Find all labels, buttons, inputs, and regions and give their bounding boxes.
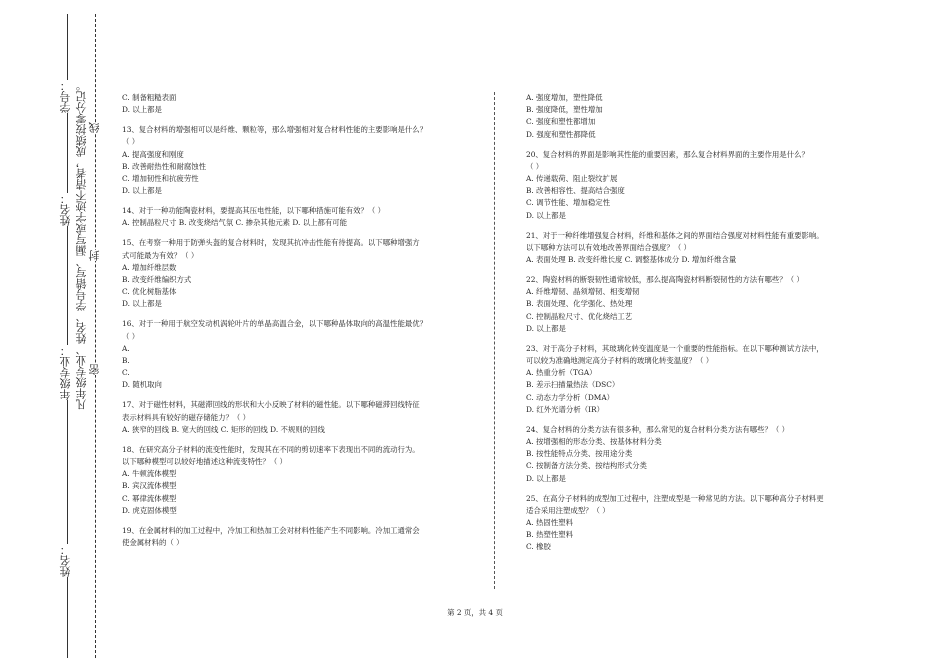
answer-option: C. 制备粗糙表面 bbox=[122, 93, 177, 102]
answer-option: D. 以上都是 bbox=[122, 299, 162, 309]
seal-mi: 密 bbox=[88, 364, 101, 375]
answer-option: D. 虎克固体模型 bbox=[122, 505, 177, 515]
answer-option: C. 幂律流体模型 bbox=[122, 493, 177, 503]
question-block bbox=[526, 230, 871, 267]
question-stem: 可以较为准确地测定高分子材料的玻璃化转变温度？（ ） bbox=[526, 356, 714, 366]
question-stem: 15、在考察一种用于防弹头盔的复合材料时，发现其抗冲击性能有待提高。以下哪种增强方 bbox=[122, 238, 420, 248]
column-divider bbox=[494, 92, 495, 589]
answer-option: A. 表面处理 B. 改变纤维长度 C. 调整基体成分 D. 增加纤维含量 bbox=[526, 255, 737, 265]
answer-option: D. 以上都是 bbox=[122, 105, 162, 115]
question-stem: 17、对于磁性材料，其磁滞回线的形状和大小反映了材料的磁性能。以下哪种磁滞回线特征 bbox=[122, 400, 420, 410]
binding-margin bbox=[0, 0, 110, 672]
question-stem: 20、复合材料的界面是影响其性能的重要因素，那么复合材料界面的主要作用是什么？ bbox=[526, 149, 809, 159]
question-stem: 13、复合材料的增强相可以是纤维、颗粒等，那么增强相对复合材料性能的主要影响是什么？ bbox=[122, 125, 428, 135]
seal-feng: 封 bbox=[88, 250, 101, 261]
question-stem: 21、对于一种纤维增强复合材料，纤维和基体之间的界面结合强度对材料性能有重要影响。 bbox=[526, 230, 824, 240]
answer-option: A. 按增强相的形态分类、按基体材料分类 bbox=[526, 437, 662, 447]
answer-option: C. 按制备方法分类、按结构形式分类 bbox=[526, 461, 647, 471]
answer-option: B. 强度降低，塑性增加 bbox=[526, 105, 603, 115]
question-stem: 24、复合材料的分类方法有很多种，那么常见的复合材料分类方法有哪些？（ ） bbox=[526, 424, 790, 434]
question-stem: 14、对于一种功能陶瓷材料，要提高其压电性能，以下哪种措施可能有效？（ ） bbox=[122, 206, 386, 216]
question-stem: （ ） bbox=[122, 137, 140, 147]
answer-option: C. 控制晶粒尺寸、优化烧结工艺 bbox=[526, 311, 633, 321]
question-block bbox=[526, 343, 871, 416]
answer-option: B. 改变纤维编织方式 bbox=[122, 275, 192, 285]
question-stem: 使金属材料的（ ） bbox=[122, 538, 184, 548]
question-block bbox=[122, 92, 467, 116]
major-label: 年级专业： bbox=[59, 345, 72, 400]
question-block bbox=[122, 399, 467, 436]
answer-option: C. 橡胶 bbox=[526, 542, 551, 552]
answer-option: C. 动态力学分析（DMA） bbox=[526, 392, 615, 402]
answer-option: C. 增加韧性和抗疲劳性 bbox=[122, 174, 199, 184]
question-stem: （ ） bbox=[526, 161, 544, 171]
question-block bbox=[122, 237, 467, 310]
answer-option: D. 以上都是 bbox=[526, 210, 566, 220]
answer-option: A. 传递载荷、阻止裂纹扩展 bbox=[526, 174, 618, 184]
binding-notice: 凡年级专业、姓名、学号错写、漏写或字迹不清者，成绩按零分记。 bbox=[75, 80, 88, 410]
question-stem: 23、对于高分子材料，其玻璃化转变温度是一个重要的性能指标。在以下哪种测试方法中， bbox=[526, 343, 824, 353]
answer-option: A. 控制晶粒尺寸 B. 改变烧结气氛 C. 掺杂其他元素 D. 以上都有可能 bbox=[122, 218, 348, 228]
seat-label: 姓名： bbox=[59, 544, 72, 577]
answer-option: D. 随机取向 bbox=[122, 380, 162, 390]
answer-option: A. 热固性塑料 bbox=[526, 518, 573, 528]
question-stem: 以下哪种模型可以较好地描述这种流变特性？（ ） bbox=[122, 457, 287, 467]
answer-option: D. 以上都是 bbox=[122, 186, 162, 196]
answer-option: D. 以上都是 bbox=[526, 473, 566, 483]
question-block bbox=[122, 205, 467, 229]
right-column bbox=[526, 92, 871, 561]
answer-option: C. bbox=[122, 368, 130, 378]
answer-option: A. 狭窄的回线 B. 宽大的回线 C. 矩形的回线 D. 不规则的回线 bbox=[122, 424, 325, 434]
question-block bbox=[526, 149, 871, 222]
student-id-label: 学号： bbox=[59, 80, 72, 113]
answer-option: A. 纤维增韧、晶须增韧、相变增韧 bbox=[526, 287, 640, 297]
answer-option: C. 调节性能、增加稳定性 bbox=[526, 198, 610, 208]
question-stem: 式可能最为有效？（ ） bbox=[122, 250, 199, 260]
answer-option: A. 强度增加，塑性降低 bbox=[526, 93, 603, 102]
question-stem: 18、在研究高分子材料的流变性能时，发现其在不同的剪切速率下表现出不同的流动行为。 bbox=[122, 444, 420, 454]
answer-option: A. 提高强度和刚度 bbox=[122, 149, 184, 159]
answer-option: B. 宾汉流体模型 bbox=[122, 481, 177, 491]
answer-option: B. bbox=[122, 356, 130, 366]
question-stem: 表示材料具有较好的磁存储能力？（ ） bbox=[122, 412, 250, 422]
question-block bbox=[526, 424, 871, 485]
question-stem: 以下哪种方法可以有效地改善界面结合强度？（ ） bbox=[526, 242, 691, 252]
answer-option: D. 强度和塑性都降低 bbox=[526, 129, 596, 139]
answer-option: A. 增加纤维层数 bbox=[122, 262, 177, 272]
answer-option: B. 热塑性塑料 bbox=[526, 530, 574, 540]
answer-option: D. 红外光谱分析（IR） bbox=[526, 404, 604, 414]
question-block bbox=[122, 124, 467, 197]
question-block bbox=[122, 444, 467, 517]
answer-option: B. 按性能特点分类、按用途分类 bbox=[526, 449, 633, 459]
question-stem: 25、在高分子材料的成型加工过程中，注塑成型是一种常见的方法。以下哪种高分子材料更 bbox=[526, 493, 824, 503]
question-stem: 22、陶瓷材料的断裂韧性通常较低，那么提高陶瓷材料断裂韧性的方法有哪些？（ ） bbox=[526, 275, 804, 285]
left-column bbox=[122, 92, 467, 557]
seal-xian: 线 bbox=[88, 122, 101, 133]
page-footer: 第 2 页，共 4 页 bbox=[447, 608, 503, 617]
answer-option: B. 改善相容性、提高结合强度 bbox=[526, 186, 625, 196]
question-stem: 适合采用注塑成型？（ ） bbox=[526, 505, 610, 515]
answer-option: C. 强度和塑性都增加 bbox=[526, 117, 596, 127]
question-block bbox=[122, 318, 467, 391]
question-block bbox=[122, 525, 467, 549]
question-stem: （ ） bbox=[122, 331, 140, 341]
question-block bbox=[526, 493, 871, 554]
answer-option: B. 表面处理、化学强化、热处理 bbox=[526, 299, 633, 309]
question-stem: 19、在金属材料的加工过程中，冷加工和热加工会对材料性能产生不同影响。冷加工通常会 bbox=[122, 525, 420, 535]
binding-dashed-line bbox=[95, 14, 96, 658]
answer-option: A. 热重分析（TGA） bbox=[526, 368, 597, 378]
answer-option: B. 差示扫描量热法（DSC） bbox=[526, 380, 620, 390]
answer-option: C. 优化树脂基体 bbox=[122, 287, 177, 297]
answer-option: A. 牛顿流体模型 bbox=[122, 469, 177, 479]
answer-option: B. 改善耐热性和耐腐蚀性 bbox=[122, 161, 207, 171]
name-label-1: 姓名： bbox=[59, 193, 72, 226]
answer-option: D. 以上都是 bbox=[526, 323, 566, 333]
question-stem: 16、对于一种用于航空发动机涡轮叶片的单晶高温合金，以下哪种晶体取向的高温性能最优？ bbox=[122, 319, 428, 329]
question-block bbox=[526, 92, 871, 141]
question-block bbox=[526, 274, 871, 335]
answer-option: A. bbox=[122, 343, 130, 353]
